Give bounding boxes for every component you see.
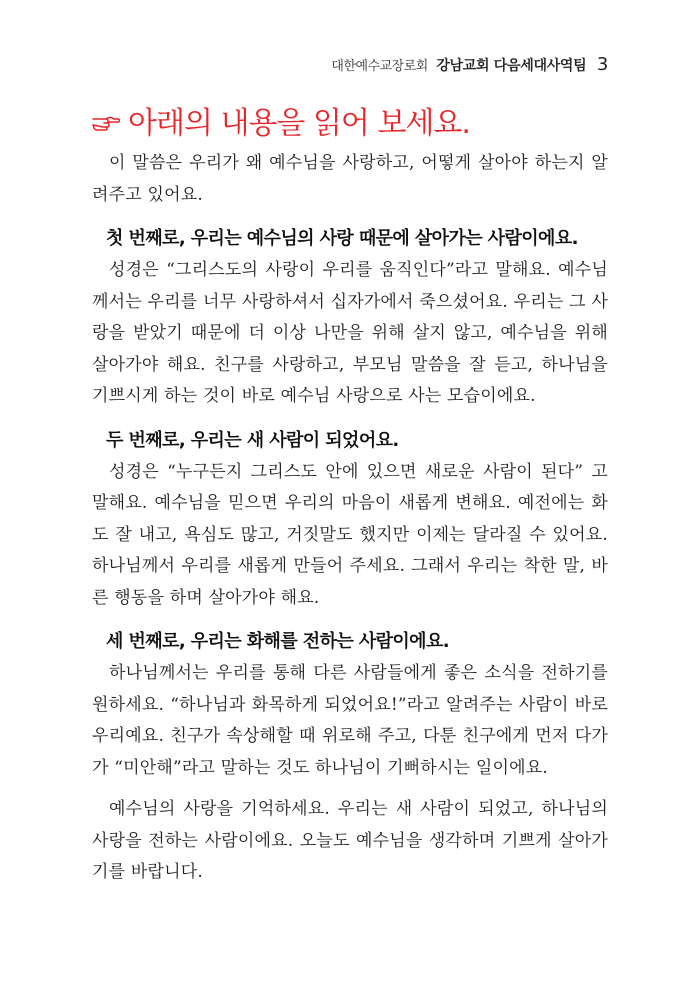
section-body-1: 성경은 “그리스도의 사랑이 우리를 움직인다”라고 말해요. 예수님께서는 우리를 너무 사랑하셔서 십자가에서 죽으셨어요. 우리는 그 사랑을 받았기 때문에 더 이상 나만을 위해 살지 않고, 예수님을 위해 살아가야 해요. 친구를 사랑하고, 부모님 말씀을 잘 듣고, 하나님을 기쁘시게 하는 것이 바로 예수님 사랑으로 사는 모습이에요. <box>92 260 608 406</box>
header-team: 강남교회 다음세대사역팀 <box>436 58 587 74</box>
section-heading-1: 첫 번째로, 우리는 예수님의 사랑 때문에 살아가는 사람이에요. <box>106 228 578 249</box>
section-body-3: 하나님께서는 우리를 통해 다른 사람들에게 좋은 소식을 전하기를 원하세요. “하나님과 화목하게 되었어요!”라고 알려주는 사람이 바로 우리예요. 친구가 속상해할 때 위로해 주고, 다툰 친구에게 먼저 다가가 “미안해”라고 말하는 것도 하나님이 기뻐하시는 일이에요. <box>92 663 608 778</box>
header-organization: 대한예수교장로회 <box>331 59 428 74</box>
page-title <box>92 98 470 142</box>
section-heading-2: 두 번째로, 우리는 새 사람이 되었어요. <box>106 429 399 451</box>
section-heading-3: 세 번째로, 우리는 화해를 전하는 사람이에요. <box>106 631 449 652</box>
title-text: 아래의 내용을 읽어 보세요. <box>128 106 470 141</box>
spacer <box>92 784 608 794</box>
main-content <box>92 148 608 889</box>
intro-paragraph: 이 말씀은 우리가 왜 예수님을 사랑하고, 어떻게 살아야 하는지 알려주고 있어요. <box>92 153 608 205</box>
closing-paragraph: 예수님의 사랑을 기억하세요. 우리는 새 사람이 되었고, 하나님의 사랑을 전하는 사람이에요. 오늘도 예수님을 생각하며 기쁘게 살아가기를 바랍니다. <box>92 799 608 882</box>
page-header <box>331 54 608 75</box>
pointing-hand-icon <box>92 108 120 138</box>
page-number: 3 <box>596 54 608 75</box>
section-body-2: 성경은 “누구든지 그리스도 안에 있으면 새로운 사람이 된다” 고 말해요. 예수님을 믿으면 우리의 마음이 새롭게 변해요. 예전에는 화도 잘 내고, 욕심도 많고, 거짓말도 했지만 이제는 달라질 수 있어요. 하나님께서 우리를 새롭게 만들어 주세요. 그래서 우리는 착한 말, 바른 행동을 하며 살아가야 해요. <box>92 461 608 608</box>
